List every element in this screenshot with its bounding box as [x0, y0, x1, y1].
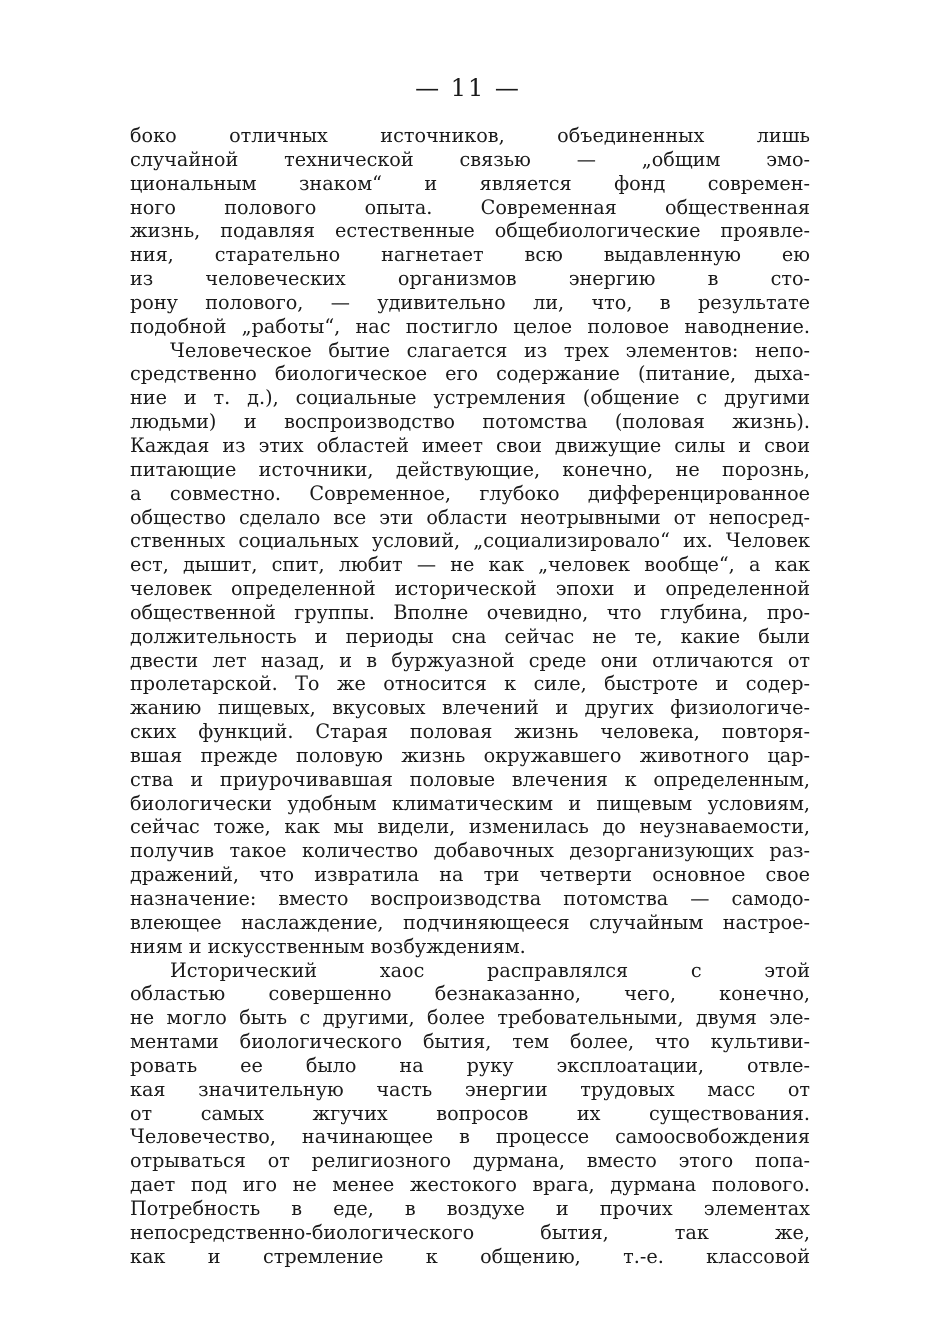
text-line: ние и т. д.), социальные устремления (общение с другими [130, 386, 810, 410]
paragraph-1 [130, 124, 810, 339]
text-line: двести лет назад, и в буржуазной среде они отличаются от [130, 648, 810, 672]
text-line: подобной „работы“, нас постигло целое половое наводнение. [130, 314, 810, 338]
text-line: питающие источники, действующие, конечно, не порознь, [130, 457, 810, 481]
text-line: а совместно. Современное, глубоко дифференцированное [130, 481, 810, 505]
text-line: жанию пищевых, вкусовых влечений и других физиологиче- [130, 696, 810, 720]
paragraph-3 [130, 959, 810, 1269]
text-line: человек определенной исторической эпохи и определенной [130, 577, 810, 601]
text-line: назначение: вместо воспроизводства потомства — самодо- [130, 887, 810, 910]
text-line: ния, старательно нагнетает всю выдавленную ею [130, 243, 810, 267]
text-line: людьми) и воспроизводство потомства (половая жизнь). [130, 410, 810, 434]
text-line: Человеческое бытие слагается из трех элементов: непо- [170, 338, 810, 362]
text-line: Исторический хаос расправлялся с этой [170, 958, 810, 982]
text-line: кая значительную часть энергии трудовых масс от [130, 1077, 810, 1101]
text-line: жизнь, подавляя естественные общебиологические проявле- [130, 219, 810, 243]
text-line: ровать ее было на руку эксплоатации, отвле- [130, 1053, 810, 1077]
text-line: вшая прежде половую жизнь окружавшего животного цар- [130, 743, 810, 767]
text-line: средственно биологическое его содержание (питание, дыха- [130, 362, 810, 386]
text-line: из человеческих организмов энергию в сто- [130, 267, 810, 291]
text-line: не могло быть с другими, более требовательными, двумя эле- [130, 1006, 810, 1030]
text-line: рону полового, — удивительно ли, что, в результате [130, 290, 810, 314]
text-line: от самых жгучих вопросов их существования. [130, 1101, 810, 1125]
text-line: областью совершенно безнаказанно, чего, конечно, [130, 982, 810, 1006]
text-line: общественной группы. Вполне очевидно, что глубина, про- [130, 600, 810, 624]
text-line: получив такое количество добавочных дезорганизующих раз- [130, 839, 810, 863]
text-line: общество сделало все эти области неотрывными от непосред- [130, 505, 810, 529]
text-line: пролетарской. То же относится к силе, быстроте и содер- [130, 672, 810, 696]
text-line: ских функций. Старая половая жизнь человека, повторя- [130, 720, 810, 744]
text-line: непосредственно-биологического бытия, так же, [130, 1220, 810, 1244]
text-line: биологически удобным климатическим и пищевым условиям, [130, 791, 810, 815]
text-line: должительность и периоды сна сейчас не те, какие были [130, 624, 810, 648]
text-line: дражений, что извратила на три четверти основное свое [130, 863, 810, 887]
text-line: дает под иго не менее жестокого врага, дурмана полового. [130, 1173, 810, 1197]
text-line: боко отличных источников, объединенных лишь [130, 124, 810, 147]
text-line: случайной технической связью — „общим эмо- [130, 147, 810, 171]
text-line: как и стремление к общению, т.-е. классовой [130, 1244, 810, 1268]
text-line: циональным знаком“ и является фонд современ- [130, 171, 810, 195]
text-body [130, 124, 810, 1269]
text-line: ственных социальных условий, „социализировало“ их. Человек [130, 529, 810, 553]
text-line: Потребность в еде, в воздухе и прочих элементах [130, 1196, 810, 1220]
text-line: сейчас тоже, как мы видели, изменилась до неузнаваемости, [130, 815, 810, 839]
text-line: ест, дышит, спит, любит — не как „человек вообще“, а как [130, 553, 810, 577]
text-line: влеющее наслаждение, подчиняющееся случайным настрое- [130, 910, 810, 934]
text-line: ниям и искусственным возбуждениям. [130, 934, 526, 958]
page-number: — 11 — [415, 74, 521, 102]
text-line: отрываться от религиозного дурмана, вместо этого попа- [130, 1149, 810, 1173]
text-line: Человечество, начинающее в процессе самоосвобождения [130, 1125, 810, 1149]
text-line: ного полового опыта. Современная общественная [130, 195, 810, 219]
paragraph-2 [130, 339, 810, 959]
text-line: Каждая из этих областей имеет свои движущие силы и свои [130, 433, 810, 457]
text-line: ства и приурочивавшая половые влечения к определенным, [130, 767, 810, 791]
text-line: ментами биологического бытия, тем более, что культиви- [130, 1030, 810, 1054]
